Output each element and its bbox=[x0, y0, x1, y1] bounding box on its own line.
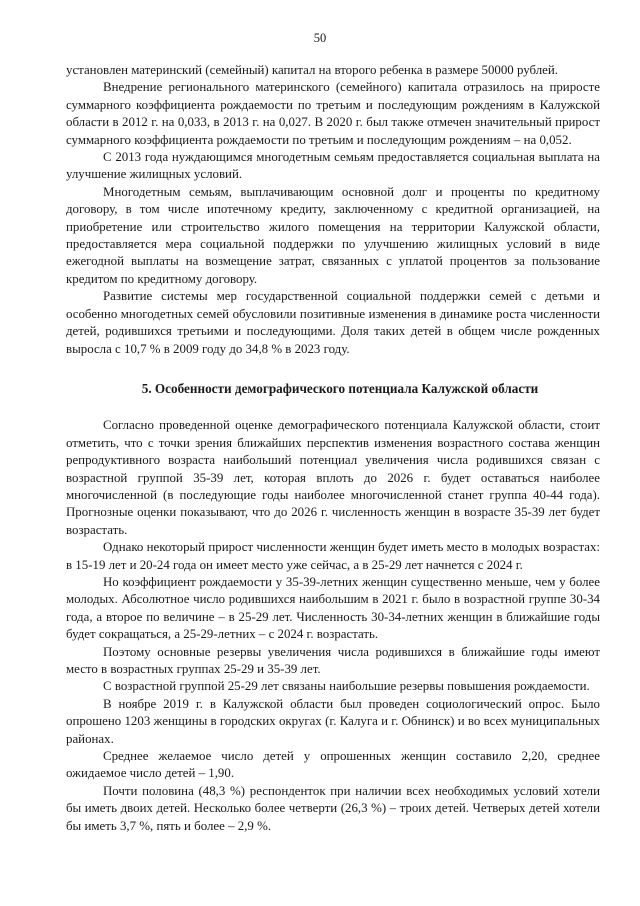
page-content bbox=[66, 62, 600, 835]
paragraph-main-reserves: Поэтому основные резервы увеличения числа родившихся в ближайшие годы имеют место в возрастных группах 25-29 и 35-39 лет. bbox=[66, 644, 600, 676]
paragraph-credit-support: Многодетным семьям, выплачивающим основной долг и проценты по кредитному договору, в том числе ипотечному кредиту, заключенному с кредитной организацией, на приобретение или строительство жилого помещения на территории Калужской области, предоставляется мера социальной поддержки по улучшению жилищных условий в виде ежегодной выплаты на возмещение затрат, связанных с уплатой процентов за пользование кредитом по кредитному договору. bbox=[66, 184, 600, 286]
paragraph-fertility-rate: Но коэффициент рождаемости у 35-39-летних женщин существенно меньше, чем у более молодых. Абсолютное число родившихся наибольшим в 2021 г. было в возрастной группе 30-34 года, а второе по величине – в 25-29 лет. Численность 30-34-летних женщин в ближайшие годы будет сокращаться, а 25-29-летних – с 2024 г. возрастать. bbox=[66, 574, 600, 642]
paragraph-potential-assessment: Согласно проведенной оценке демографического потенциала Калужской области, стоит отметить, что с точки зрения ближайших перспектив изменения возрастного состава женщин репродуктивного возраста наибольший потенциал увеличения числа родившихся связан с возрастной группой 35-39 лет, которая вплоть до 2026 г. будет оставаться наиболее многочисленной (в последующие годы наиболее многочисленной станет группа 40-44 года). Прогнозные оценки показывают, что до 2026 г. численность женщин в возрасте 35-39 лет будет возрастать. bbox=[66, 418, 600, 537]
page-number: 50 bbox=[313, 31, 327, 45]
paragraph-support-results: Развитие системы мер государственной социальной поддержки семей с детьми и особенно многодетных семей обусловили позитивные изменения в динамике роста численности детей, родившихся третьими и последующими. Доля таких детей в общем числе рожденных выросла с 10,7 % в 2009 году до 34,8 % в 2023 году. bbox=[66, 289, 600, 356]
section-heading: 5. Особенности демографического потенциала Калужской области bbox=[141, 380, 539, 396]
paragraph-survey-results: Почти половина (48,3 %) респонденток при наличии всех необходимых условий хотели бы иметь двоих детей. Несколько более четверти (26,3 %) – троих детей. Четверых детей хотели бы иметь 3,7 %, пять и более – 2,9 %. bbox=[66, 783, 600, 833]
paragraph-desired-children: Среднее желаемое число детей у опрошенных женщин составило 2,20, среднее ожидаемое число детей – 1,90. bbox=[66, 749, 600, 781]
paragraph-housing-payment: С 2013 года нуждающимся многодетным семьям предоставляется социальная выплата на улучшение жилищных условий. bbox=[66, 150, 600, 182]
paragraph-young-ages: Однако некоторый прирост численности женщин будет иметь место в молодых возрастах: в 15-19 лет и 20-24 года он имеет место уже сейчас, а в 25-29 лет начнется с 2024 г. bbox=[66, 540, 600, 572]
paragraph-age-group-25-29: С возрастной группой 25-29 лет связаны наибольшие резервы повышения рождаемости. bbox=[103, 679, 590, 694]
paragraph-regional-capital: Внедрение регионального материнского (семейного) капитала отразилось на приросте суммарного коэффициента рождаемости по третьим и последующим рождениям в Калужской области в 2012 г. на 0,033, в 2013 г. на 0,027. В 2020 г. был также отмечен значительный прирост суммарного коэффициента рождаемости по третьим и последующим рождениям – на 0,052. bbox=[66, 80, 600, 147]
paragraph-survey: В ноябре 2019 г. в Калужской области был проведен социологический опрос. Было опрошено 1203 женщины в городских округах (г. Калуга и г. Обнинск) и во всех муниципальных районах. bbox=[66, 696, 600, 746]
paragraph-continuation: установлен материнский (семейный) капитал на второго ребенка в размере 50000 рублей. bbox=[66, 63, 559, 77]
